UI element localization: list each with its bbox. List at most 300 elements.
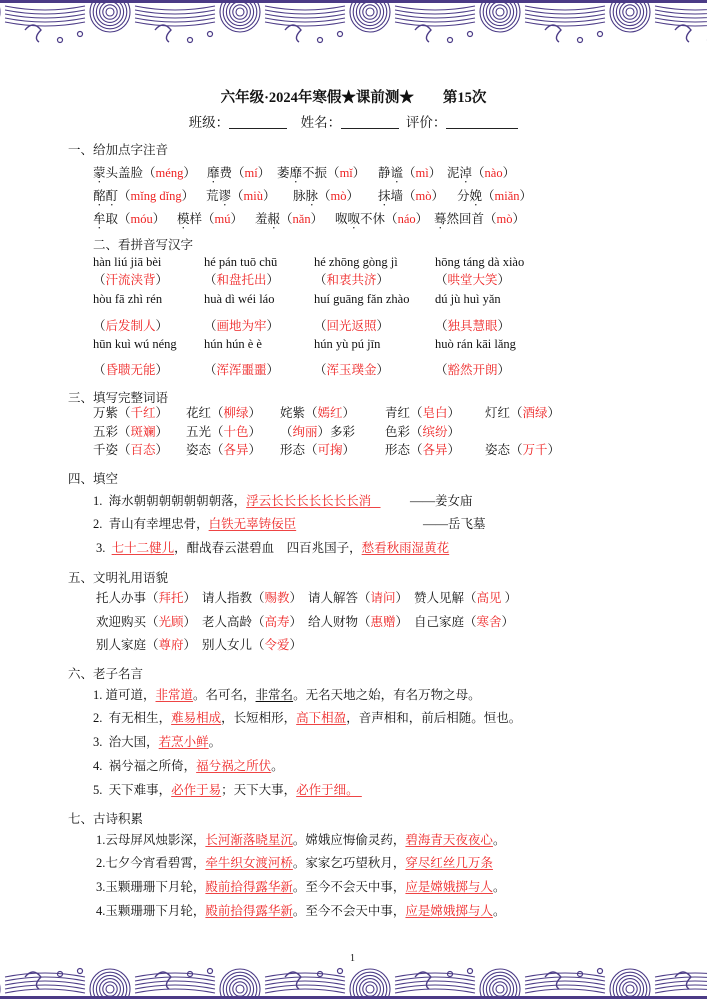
item	[202, 637, 302, 653]
answer-text: 嫣红	[317, 406, 343, 420]
question-text: 形态（	[385, 443, 423, 457]
answer-text: móu	[130, 212, 153, 226]
question-text: ）	[183, 615, 197, 629]
item	[93, 710, 521, 726]
question-text: ）	[352, 166, 366, 180]
question-text: （	[204, 319, 217, 333]
item	[204, 318, 279, 334]
question-text: 。	[492, 880, 506, 894]
student-info-line	[0, 111, 707, 131]
answer-text: 十色	[223, 425, 249, 439]
question-text: hún hún è è	[204, 337, 262, 351]
section-title: 二、看拼音写汉字	[93, 238, 194, 252]
question-text: 托人办事（	[96, 591, 159, 605]
question-text: 4. 祸兮福之所倚，	[93, 759, 197, 773]
section-title: 六、老子名言	[68, 667, 144, 681]
question-text: 然回首	[446, 212, 485, 226]
question-text: 。家家乞巧望秋月，	[292, 856, 406, 870]
question-text: （	[314, 363, 327, 377]
question-text: 青红（	[385, 406, 423, 420]
item	[435, 362, 510, 378]
answer-text: 昏聩无能	[105, 363, 156, 377]
question-text: 。名可名，	[193, 688, 256, 702]
question-text: ）	[266, 363, 280, 377]
question-text: 泥	[447, 166, 460, 180]
item	[93, 188, 194, 209]
question-text: 萎	[277, 166, 290, 180]
answer-text: mò	[415, 189, 432, 203]
question-text: ）多彩	[317, 425, 356, 439]
underlined-answer: 高下相盈	[296, 711, 347, 725]
dotted-character: 谧	[390, 166, 404, 180]
question-text: 千姿（	[93, 443, 131, 457]
item	[204, 254, 277, 270]
underlined-answer: 长河渐落晓星沉	[205, 833, 293, 847]
question-text: hé zhōng gòng jì	[314, 255, 398, 269]
underlined-answer: 必作于细。	[296, 783, 362, 797]
underlined-answer: 难易相成	[171, 711, 222, 725]
underlined-text: 非常名	[255, 688, 294, 702]
underlined-answer: 必作于易	[171, 783, 222, 797]
question-text: ）	[415, 212, 429, 226]
question-text: 花红（	[186, 406, 224, 420]
question-text: 不休	[360, 212, 386, 226]
answer-text: nào	[484, 166, 503, 180]
item	[93, 272, 168, 288]
question-text: （	[435, 319, 448, 333]
question-text: （	[435, 363, 448, 377]
question-text: ）	[547, 443, 561, 457]
answer-text: 汗流浃背	[105, 273, 156, 287]
question-text: ）	[248, 406, 262, 420]
item	[410, 493, 473, 509]
question-text: （	[482, 189, 495, 203]
dotted-character: 蓦	[434, 212, 447, 226]
question-text: ）	[155, 425, 169, 439]
question-text: ）	[395, 615, 409, 629]
question-text: （	[318, 189, 331, 203]
underlined-answer: 若烹小鲜	[158, 735, 209, 749]
question-text: 五彩（	[93, 425, 131, 439]
item	[485, 442, 560, 458]
item	[93, 336, 177, 352]
underlined-answer: 应是嫦娥掷与人	[405, 880, 493, 894]
item	[385, 424, 460, 440]
answer-text: 豁然开朗	[447, 363, 498, 377]
question-text: （	[232, 166, 245, 180]
question-text: hé pán tuō chū	[204, 255, 278, 269]
question-text: ）	[497, 273, 511, 287]
question-text: 3.	[96, 541, 112, 555]
question-text: 费	[219, 166, 233, 180]
question-text: ）	[248, 425, 262, 439]
question-text: 灯红（	[485, 406, 523, 420]
question-text: ）	[342, 406, 356, 420]
item	[93, 516, 296, 532]
question-text: ）	[395, 591, 409, 605]
dotted-character: 抹	[378, 189, 391, 203]
wave-border-top	[0, 0, 707, 50]
answer-text: 令爱	[264, 638, 290, 652]
item	[93, 734, 221, 750]
answer-text: 回光返照	[326, 319, 377, 333]
answer-text: 画地为牢	[216, 319, 267, 333]
item	[335, 211, 428, 232]
question-text: （	[93, 273, 106, 287]
underlined-answer: 福兮祸之所伏	[196, 759, 272, 773]
question-text: hún yù pú jīn	[314, 337, 381, 351]
question-text: 姿态（	[485, 443, 523, 457]
question-text: （	[280, 212, 293, 226]
question-text: （	[93, 319, 106, 333]
section-title: 四、填空	[68, 472, 119, 486]
underlined-answer: 牵牛织女渡河桥	[205, 856, 293, 870]
answer-text: mò	[496, 212, 513, 226]
question-text: 头盖脸	[105, 166, 144, 180]
section-title: 五、文明礼用语貌	[68, 571, 169, 585]
item	[206, 188, 276, 209]
question-text: （	[118, 189, 131, 203]
question-text: 1.云母屏风烛影深，	[96, 833, 206, 847]
question-text: dú jù huì yǎn	[435, 292, 501, 306]
item	[93, 424, 168, 440]
item	[202, 614, 302, 630]
question-text: 5. 天下难事，	[93, 783, 172, 797]
question-text: ）	[155, 273, 169, 287]
item	[435, 291, 501, 307]
question-text: 不振	[302, 166, 328, 180]
answer-text: 和盘托出	[216, 273, 267, 287]
question-text: （	[403, 166, 416, 180]
question-text: ）	[289, 615, 303, 629]
item	[314, 318, 389, 334]
question-text: 墙	[390, 189, 404, 203]
dotted-character: 靡	[207, 166, 220, 180]
dotted-character: 蒙	[93, 166, 106, 180]
item	[96, 540, 449, 556]
question-text: 分	[457, 189, 470, 203]
question-text: ）	[310, 212, 324, 226]
question-text: 万紫（	[93, 406, 131, 420]
question-text: 别人家庭（	[96, 638, 159, 652]
question-text: 4.玉颗珊珊下月轮，	[96, 904, 206, 918]
item	[204, 336, 262, 352]
question-text: 。至今不会天中事，	[292, 880, 406, 894]
answer-text: mí	[244, 166, 258, 180]
item	[93, 254, 161, 270]
question-text: 1. 道可道，	[93, 688, 156, 702]
question-text: ）	[248, 443, 262, 457]
item	[93, 318, 168, 334]
question-text: 脉	[293, 189, 306, 203]
item	[93, 405, 168, 421]
question-text: 荒	[206, 189, 219, 203]
question-text: 欢迎购买（	[96, 615, 159, 629]
question-text: 。	[492, 904, 506, 918]
class-blank[interactable]	[229, 116, 287, 129]
question-text: 2. 青山有幸埋忠骨，	[93, 517, 209, 531]
question-text: ）	[152, 212, 166, 226]
question-text: （	[385, 212, 398, 226]
answer-text: nǎn	[292, 212, 311, 226]
question-text: ）	[497, 363, 511, 377]
item	[314, 272, 389, 288]
answer-text: 光顾	[158, 615, 184, 629]
item	[435, 336, 516, 352]
item	[293, 188, 359, 209]
underlined-answer: 七十二健儿	[111, 541, 175, 555]
answer-text: 哄堂大笑	[447, 273, 498, 287]
answer-text: mì	[415, 166, 429, 180]
dotted-character: 牟	[93, 212, 106, 226]
question-text: ）	[342, 443, 356, 457]
item	[186, 442, 261, 458]
question-text: 2. 有无相生，	[93, 711, 172, 725]
question-text: hūn kuì wú néng	[93, 337, 177, 351]
item	[93, 291, 162, 307]
answer-text: 各异	[422, 443, 448, 457]
question-text: ）	[257, 166, 271, 180]
item	[435, 272, 510, 288]
question-text: ）	[447, 425, 461, 439]
underlined-answer: 碧海青天夜夜心	[405, 833, 493, 847]
question-text: ）	[155, 319, 169, 333]
item	[308, 614, 408, 630]
item	[255, 211, 323, 232]
answer-text: méng	[155, 166, 184, 180]
item	[177, 211, 243, 232]
answer-text: náo	[397, 212, 416, 226]
underlined-answer: 殿前拾得露华新	[205, 880, 293, 894]
question-text: （	[314, 273, 327, 287]
item	[308, 590, 408, 606]
answer-text: 和衷共济	[326, 273, 377, 287]
item	[385, 405, 460, 421]
question-text: 姹紫（	[280, 406, 318, 420]
item	[186, 405, 261, 421]
item	[314, 291, 409, 307]
question-text: （	[202, 212, 215, 226]
item	[96, 614, 196, 630]
question-text: （	[204, 363, 217, 377]
item	[93, 165, 196, 186]
question-text: 给人财物（	[308, 615, 371, 629]
section-title: 三、填写完整词语	[68, 391, 169, 405]
item	[414, 590, 517, 606]
item	[93, 758, 284, 774]
item	[280, 442, 355, 458]
item	[93, 687, 481, 703]
answer-text: 请问	[370, 591, 396, 605]
page-number: 1	[350, 953, 355, 964]
question-text: 3. 治大国，	[93, 735, 159, 749]
score-blank[interactable]	[446, 116, 518, 129]
item	[96, 637, 196, 653]
question-text: ——姜女庙	[410, 494, 473, 508]
answer-text: 拜托	[158, 591, 184, 605]
question-text: 。嫦娥应悔偷灵药，	[292, 833, 406, 847]
item	[280, 424, 355, 440]
question-text: ；天下大事，	[221, 783, 297, 797]
answer-text: 浑玉璞金	[326, 363, 377, 377]
item	[457, 188, 532, 209]
dotted-character: 娩	[469, 189, 483, 203]
question-text: 呶	[335, 212, 348, 226]
question-text: ）	[431, 189, 445, 203]
question-text: ）	[181, 189, 195, 203]
question-text: ）	[501, 615, 515, 629]
answer-text: 可掬	[317, 443, 343, 457]
item	[96, 832, 505, 848]
item	[96, 855, 493, 871]
class-label: 班级：	[188, 115, 230, 130]
question-text: ）	[502, 166, 516, 180]
dotted-character: 呶	[347, 212, 361, 226]
answer-text: 高见	[476, 591, 502, 605]
question-text: ）	[346, 189, 360, 203]
item	[435, 254, 524, 270]
question-text: （	[143, 166, 156, 180]
answer-text: 赐教	[264, 591, 290, 605]
question-text: 姿态（	[186, 443, 224, 457]
answer-text: 柳绿	[223, 406, 249, 420]
item	[93, 211, 165, 232]
item	[378, 188, 444, 209]
item	[96, 903, 505, 919]
answer-text: miù	[243, 189, 263, 203]
answer-text: 酒绿	[522, 406, 548, 420]
question-text: hōng táng dà xiào	[435, 255, 525, 269]
item	[378, 165, 441, 186]
dotted-character: 模	[177, 212, 190, 226]
section-title: 七、古诗积累	[68, 812, 144, 826]
question-text: 。	[492, 833, 506, 847]
item	[207, 165, 270, 186]
question-text: （	[435, 273, 448, 287]
question-text: （	[484, 212, 497, 226]
question-text: ）	[263, 189, 276, 203]
item	[202, 590, 302, 606]
question-text: ，音声相和，前后相随。恒也。	[346, 711, 522, 725]
underlined-answer: 非常道	[155, 688, 194, 702]
item	[314, 362, 389, 378]
question-text: 自己家庭（	[414, 615, 477, 629]
question-text: ）	[155, 363, 169, 377]
answer-text: miǎn	[494, 189, 520, 203]
item	[423, 516, 486, 532]
question-text: ）	[547, 406, 561, 420]
item	[280, 405, 355, 421]
question-text: ）	[183, 638, 197, 652]
question-text: ）	[428, 166, 442, 180]
question-text: ）	[155, 443, 169, 457]
underlined-answer: 应是嫦娥掷与人	[405, 904, 493, 918]
question-text: 请人指教（	[202, 591, 265, 605]
question-text: huà dì wéi láo	[204, 292, 275, 306]
wave-border-bottom	[0, 966, 707, 999]
item	[93, 442, 168, 458]
answer-text: 千红	[130, 406, 156, 420]
answer-text: 寒舍	[476, 615, 502, 629]
question-text: ）	[289, 638, 303, 652]
question-text: （	[204, 273, 217, 287]
answer-text: mú	[214, 212, 231, 226]
question-text: hòu fā zhì rén	[93, 292, 163, 306]
question-text: ）	[519, 189, 533, 203]
dotted-character: 赧	[267, 212, 281, 226]
item	[93, 782, 362, 798]
dotted-character: 脉	[305, 189, 319, 203]
answer-text: mǐng dǐng	[130, 189, 182, 203]
question-text: ）	[183, 591, 197, 605]
item	[277, 165, 365, 186]
underlined-answer: 浮云长长长长长长长消	[246, 494, 381, 508]
question-text: 。无名天地之始，有名万物之母。	[293, 688, 481, 702]
name-blank[interactable]	[341, 116, 399, 129]
question-text: 老人高龄（	[202, 615, 265, 629]
answer-text: 斑斓	[130, 425, 156, 439]
question-text: ）	[501, 591, 518, 605]
question-text: （	[231, 189, 244, 203]
answer-text: 皂白	[422, 406, 448, 420]
question-text: ）	[497, 319, 511, 333]
item	[435, 318, 510, 334]
question-text: ）	[266, 273, 280, 287]
score-label: 评价：	[405, 115, 447, 130]
item	[96, 879, 505, 895]
question-text: 五光（	[186, 425, 224, 439]
question-text: ）	[230, 212, 244, 226]
question-text: 形态（	[280, 443, 318, 457]
item	[485, 405, 560, 421]
answer-text: mò	[330, 189, 347, 203]
question-text: ）	[289, 591, 303, 605]
item	[447, 165, 515, 186]
question-text: （	[93, 363, 106, 377]
underlined-answer: 殿前拾得露华新	[205, 904, 293, 918]
item	[204, 291, 274, 307]
question-text: （	[472, 166, 485, 180]
question-text: ）	[512, 212, 526, 226]
section-title: 一、给加点字注音	[68, 143, 169, 157]
item	[204, 362, 279, 378]
name-label: 姓名：	[300, 115, 342, 130]
answer-text: 惠赠	[370, 615, 396, 629]
question-text: ）	[376, 363, 390, 377]
item	[434, 211, 525, 232]
question-text: ）	[447, 406, 461, 420]
answer-text: 缤纷	[422, 425, 448, 439]
question-text: hàn liú jiā bèi	[93, 255, 162, 269]
question-text: 。	[208, 735, 222, 749]
underlined-answer: 穿尽红丝几万条	[405, 856, 493, 870]
answer-text: 尊府	[158, 638, 184, 652]
question-text: 1. 海水朝朝朝朝朝朝朝落，	[93, 494, 247, 508]
item	[204, 272, 279, 288]
question-text: 。	[271, 759, 284, 773]
question-text: ）	[183, 166, 196, 180]
question-text: （	[314, 319, 327, 333]
question-text: ）	[376, 319, 390, 333]
question-text: 别人女儿（	[202, 638, 265, 652]
question-text: （	[280, 425, 293, 439]
answer-text: 后发制人	[105, 319, 156, 333]
answer-text: 百态	[130, 443, 156, 457]
underlined-answer: 白铁无辜铸佞臣	[208, 517, 297, 531]
question-text: 羞	[255, 212, 268, 226]
dotted-character: 谬	[218, 189, 232, 203]
question-text: ）	[376, 273, 390, 287]
